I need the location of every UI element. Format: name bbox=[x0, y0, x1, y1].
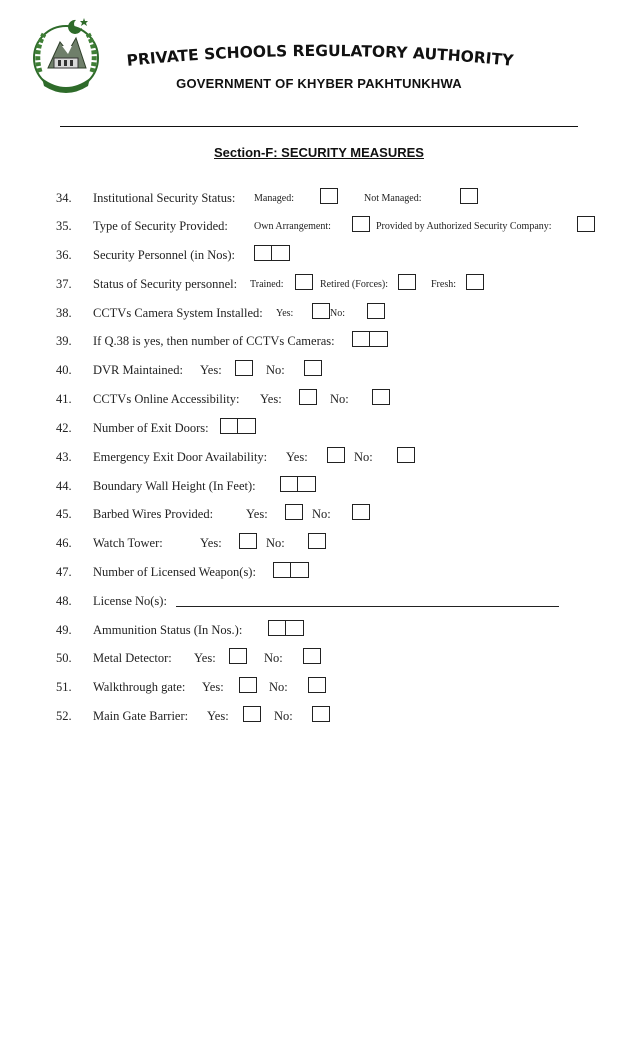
question-35 bbox=[56, 216, 626, 238]
wall-height-field[interactable] bbox=[280, 476, 316, 492]
walkthrough-gate-yes-checkbox[interactable] bbox=[239, 677, 257, 693]
question-label: Security Personnel (in Nos): bbox=[93, 248, 235, 262]
option-label: No: bbox=[269, 680, 288, 694]
org-name-text: PRIVATE SCHOOLS REGULATORY AUTHORITY bbox=[125, 41, 515, 70]
metal-detector-yes-checkbox[interactable] bbox=[229, 648, 247, 664]
question-number: 51. bbox=[56, 680, 72, 694]
question-label: License No(s): bbox=[93, 594, 167, 608]
authorized-company-checkbox[interactable] bbox=[577, 216, 595, 232]
question-number: 44. bbox=[56, 479, 72, 493]
question-number: 50. bbox=[56, 651, 72, 665]
question-43 bbox=[56, 447, 436, 469]
online-access-no-checkbox[interactable] bbox=[372, 389, 390, 405]
header-divider bbox=[60, 126, 578, 127]
option-label: No: bbox=[330, 308, 345, 319]
retired-forces-checkbox[interactable] bbox=[398, 274, 416, 290]
question-label: Walkthrough gate: bbox=[93, 680, 186, 694]
question-number: 38. bbox=[56, 306, 72, 320]
option-label: No: bbox=[266, 536, 285, 550]
question-number: 42. bbox=[56, 421, 72, 435]
question-number: 35. bbox=[56, 219, 72, 233]
question-number: 48. bbox=[56, 594, 72, 608]
question-label: Ammunition Status (In Nos.): bbox=[93, 623, 243, 637]
question-label: Main Gate Barrier: bbox=[93, 709, 189, 723]
fresh-checkbox[interactable] bbox=[466, 274, 484, 290]
trained-checkbox[interactable] bbox=[295, 274, 313, 290]
section-title: Section-F: SECURITY MEASURES bbox=[214, 145, 424, 160]
question-46 bbox=[56, 533, 346, 555]
question-number: 52. bbox=[56, 709, 72, 723]
option-label: Yes: bbox=[276, 308, 294, 319]
ammunition-count-field[interactable] bbox=[268, 620, 304, 636]
question-47 bbox=[56, 562, 336, 584]
option-label: Yes: bbox=[202, 680, 224, 694]
barbed-wires-no-checkbox[interactable] bbox=[352, 504, 370, 520]
option-label: Yes: bbox=[200, 363, 222, 377]
question-number: 37. bbox=[56, 277, 72, 291]
question-label: CCTVs Camera System Installed: bbox=[93, 306, 263, 320]
cctv-yes-checkbox[interactable] bbox=[312, 303, 330, 319]
option-label: No: bbox=[330, 392, 349, 406]
question-number: 40. bbox=[56, 363, 72, 377]
question-number: 47. bbox=[56, 565, 72, 579]
licensed-weapons-count-field[interactable] bbox=[273, 562, 309, 578]
question-42 bbox=[56, 418, 276, 440]
option-label: Yes: bbox=[194, 651, 216, 665]
question-label: Metal Detector: bbox=[93, 651, 172, 665]
online-access-yes-checkbox[interactable] bbox=[299, 389, 317, 405]
question-label: DVR Maintained: bbox=[93, 363, 183, 377]
option-label: No: bbox=[266, 363, 285, 377]
government-title: GOVERNMENT OF KHYBER PAKHTUNKHWA bbox=[176, 76, 462, 91]
question-number: 34. bbox=[56, 191, 72, 205]
question-37 bbox=[56, 274, 496, 296]
barbed-wires-yes-checkbox[interactable] bbox=[285, 504, 303, 520]
question-label: Barbed Wires Provided: bbox=[93, 507, 214, 521]
option-label: Yes: bbox=[260, 392, 282, 406]
question-36 bbox=[56, 245, 356, 267]
option-label: Yes: bbox=[207, 709, 229, 723]
question-51 bbox=[56, 677, 336, 699]
question-number: 41. bbox=[56, 392, 72, 406]
emergency-exit-no-checkbox[interactable] bbox=[397, 447, 415, 463]
option-label: Yes: bbox=[200, 536, 222, 550]
org-title bbox=[120, 38, 520, 74]
question-label: Status of Security personnel: bbox=[93, 277, 238, 291]
question-number: 46. bbox=[56, 536, 72, 550]
question-45 bbox=[56, 504, 396, 526]
option-label: No: bbox=[312, 507, 331, 521]
question-39 bbox=[56, 331, 396, 353]
license-numbers-line[interactable] bbox=[176, 606, 559, 607]
main-gate-barrier-yes-checkbox[interactable] bbox=[243, 706, 261, 722]
svg-text:PRIVATE SCHOOLS REGULATORY AUT bbox=[126, 42, 515, 70]
question-label: Number of Licensed Weapon(s): bbox=[93, 565, 256, 579]
walkthrough-gate-no-checkbox[interactable] bbox=[308, 677, 326, 693]
question-label: Boundary Wall Height (In Feet): bbox=[93, 479, 256, 493]
question-number: 39. bbox=[56, 334, 72, 348]
question-44 bbox=[56, 476, 336, 498]
question-number: 45. bbox=[56, 507, 72, 521]
metal-detector-no-checkbox[interactable] bbox=[303, 648, 321, 664]
question-38 bbox=[56, 303, 396, 325]
question-40 bbox=[56, 360, 336, 382]
dvr-yes-checkbox[interactable] bbox=[235, 360, 253, 376]
question-48 bbox=[56, 591, 562, 613]
question-34 bbox=[56, 188, 596, 210]
not-managed-checkbox[interactable] bbox=[460, 188, 478, 204]
question-label: Institutional Security Status: bbox=[93, 191, 236, 205]
option-label: Managed: bbox=[254, 193, 294, 204]
option-label: Not Managed: bbox=[364, 193, 422, 204]
option-label: No: bbox=[274, 709, 293, 723]
dvr-no-checkbox[interactable] bbox=[304, 360, 322, 376]
question-50 bbox=[56, 648, 336, 670]
question-label: Type of Security Provided: bbox=[93, 219, 228, 233]
question-52 bbox=[56, 706, 346, 728]
question-number: 36. bbox=[56, 248, 72, 262]
option-label: No: bbox=[264, 651, 283, 665]
cctv-no-checkbox[interactable] bbox=[367, 303, 385, 319]
cctv-camera-count-field[interactable] bbox=[352, 331, 388, 347]
option-label: Trained: bbox=[250, 279, 284, 290]
security-personnel-count-field[interactable] bbox=[254, 245, 290, 261]
question-number: 43. bbox=[56, 450, 72, 464]
main-gate-barrier-no-checkbox[interactable] bbox=[312, 706, 330, 722]
question-41 bbox=[56, 389, 396, 411]
option-label: Yes: bbox=[286, 450, 308, 464]
question-label: Watch Tower: bbox=[93, 536, 163, 550]
exit-doors-count-field[interactable] bbox=[220, 418, 256, 434]
watch-tower-yes-checkbox[interactable] bbox=[239, 533, 257, 549]
question-label: Emergency Exit Door Availability: bbox=[93, 450, 268, 464]
option-label: Yes: bbox=[246, 507, 268, 521]
option-label: No: bbox=[354, 450, 373, 464]
option-label: Own Arrangement: bbox=[254, 221, 331, 232]
own-arrangement-checkbox[interactable] bbox=[352, 216, 370, 232]
question-label: CCTVs Online Accessibility: bbox=[93, 392, 240, 406]
question-label: Number of Exit Doors: bbox=[93, 421, 209, 435]
question-label: If Q.38 is yes, then number of CCTVs Cameras: bbox=[93, 334, 335, 348]
managed-checkbox[interactable] bbox=[320, 188, 338, 204]
emergency-exit-yes-checkbox[interactable] bbox=[327, 447, 345, 463]
option-label: Retired (Forces): bbox=[320, 279, 389, 290]
watch-tower-no-checkbox[interactable] bbox=[308, 533, 326, 549]
question-49 bbox=[56, 620, 316, 642]
question-number: 49. bbox=[56, 623, 72, 637]
option-label: Provided by Authorized Security Company: bbox=[376, 221, 552, 232]
option-label: Fresh: bbox=[431, 279, 456, 290]
